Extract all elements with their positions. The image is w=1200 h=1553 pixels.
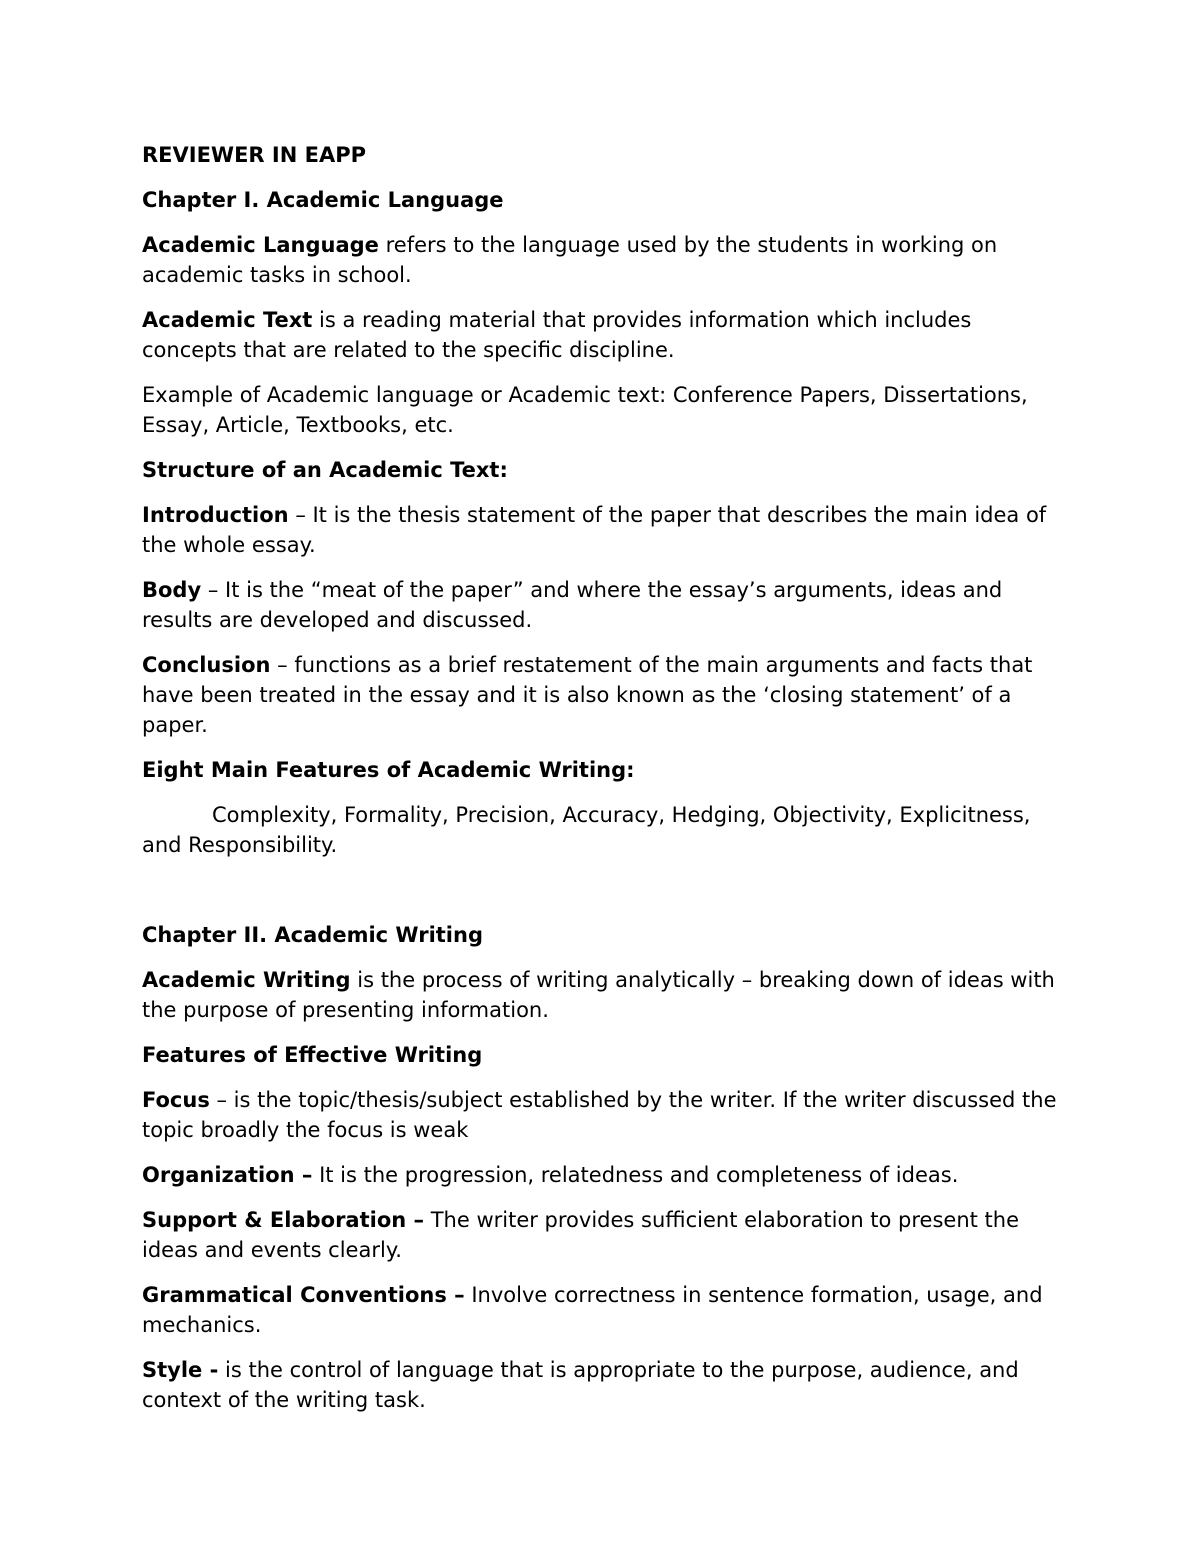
definition-text: is a reading material that provides information which includes concepts that are related to the specific discipline. [142, 308, 972, 362]
features-heading: Eight Main Features of Academic Writing: [142, 758, 635, 782]
definition-text: Involve correctness in sentence formation, usage, and mechanics. [142, 1283, 1043, 1337]
definition-text: – functions as a brief restatement of the main arguments and facts that have been treated in the essay and it is also known as the ‘closing statement’ of a paper. [142, 653, 1033, 737]
term: Body [142, 578, 202, 602]
spacer [142, 875, 1072, 920]
chapter-2-heading: Chapter II. Academic Writing [142, 923, 483, 947]
definition-focus [142, 1085, 1072, 1145]
term: Focus [142, 1088, 210, 1112]
definition-text: – is the topic/thesis/subject established by the writer. If the writer discussed the topic broadly the focus is weak [142, 1088, 1057, 1142]
chapter-1-heading: Chapter I. Academic Language [142, 188, 504, 212]
structure-heading: Structure of an Academic Text: [142, 458, 508, 482]
term: Style - [142, 1358, 219, 1382]
definition-style [142, 1355, 1072, 1415]
term: Support & Elaboration – [142, 1208, 425, 1232]
term: Conclusion [142, 653, 271, 677]
definition-body [142, 575, 1072, 635]
term: Academic Language [142, 233, 379, 257]
term: Grammatical Conventions – [142, 1283, 465, 1307]
features-list: Complexity, Formality, Precision, Accuracy, Hedging, Objectivity, Explicitness, and Responsibility. [142, 803, 1031, 857]
definition-text: – It is the “meat of the paper” and where the essay’s arguments, ideas and results are developed and discussed. [142, 578, 1003, 632]
definition-conclusion [142, 650, 1072, 740]
definition-text: is the control of language that is appropriate to the purpose, audience, and context of the writing task. [142, 1358, 1019, 1412]
examples-paragraph: Example of Academic language or Academic text: Conference Papers, Dissertations, Essay, Article, Textbooks, etc. [142, 383, 1028, 437]
term: Academic Text [142, 308, 313, 332]
definition-text: refers to the language used by the students in working on academic tasks in school. [142, 233, 998, 287]
definition-support-elaboration [142, 1205, 1072, 1265]
term: Introduction [142, 503, 289, 527]
effective-writing-heading: Features of Effective Writing [142, 1043, 483, 1067]
document-title: REVIEWER IN EAPP [142, 143, 366, 167]
definition-academic-writing [142, 965, 1072, 1025]
document-body [142, 140, 1072, 1430]
definition-academic-text [142, 305, 1072, 365]
definition-text: is the process of writing analytically – breaking down of ideas with the purpose of presenting information. [142, 968, 1055, 1022]
definition-text: It is the progression, relatedness and completeness of ideas. [312, 1163, 959, 1187]
definition-text: The writer provides sufficient elaboration to present the ideas and events clearly. [142, 1208, 1020, 1262]
term: Organization – [142, 1163, 313, 1187]
definition-organization [142, 1160, 1072, 1190]
definition-introduction [142, 500, 1072, 560]
definition-text: – It is the thesis statement of the paper that describes the main idea of the whole essay. [142, 503, 1047, 557]
definition-academic-language [142, 230, 1072, 290]
term: Academic Writing [142, 968, 351, 992]
definition-grammatical-conventions [142, 1280, 1072, 1340]
